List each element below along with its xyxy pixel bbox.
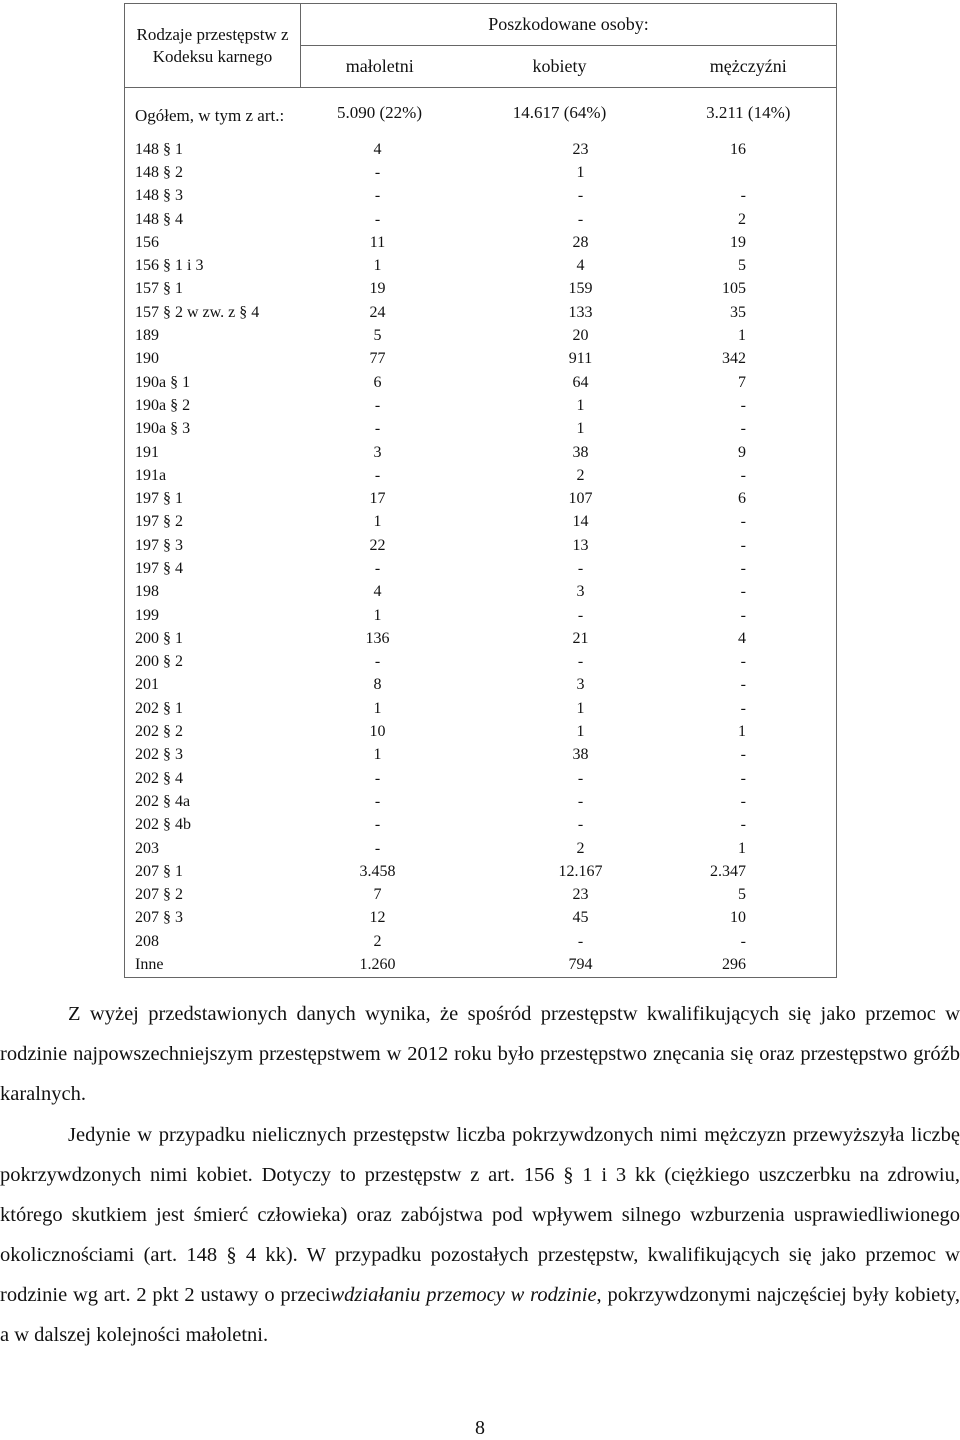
row-women: - <box>577 816 584 834</box>
row-men <box>661 161 837 184</box>
table-row <box>125 953 837 977</box>
table-row <box>125 487 837 510</box>
row-men: 5 <box>661 254 837 277</box>
table-row <box>125 814 837 837</box>
row-minors: 1 <box>373 606 382 624</box>
analysis-text-end: , pokrzywdzonymi najczęściej były kobiety, a w dalszej kolejności małoletni. <box>0 1284 960 1346</box>
row-men: 1 <box>661 837 837 860</box>
row-women: - <box>577 559 584 577</box>
victims-by-crime-table <box>124 3 837 978</box>
row-men: - <box>661 464 837 487</box>
row-minors: - <box>374 420 381 438</box>
table-row <box>125 837 837 860</box>
row-men: 5 <box>661 884 837 907</box>
row-article: 148 § 1 <box>125 138 301 161</box>
row-women: 12.167 <box>558 862 603 880</box>
row-men: 7 <box>661 371 837 394</box>
row-minors: 11 <box>369 233 386 251</box>
table-row <box>125 324 837 347</box>
row-men: - <box>661 651 837 674</box>
row-article: 148 § 4 <box>125 208 301 231</box>
row-women: 1 <box>576 163 585 181</box>
row-men: 35 <box>661 301 837 324</box>
row-minors: 24 <box>369 303 386 321</box>
row-women: 21 <box>572 629 589 647</box>
table-row <box>125 790 837 813</box>
row-minors: 1 <box>373 699 382 717</box>
row-women: 3 <box>576 676 585 694</box>
row-women: 1 <box>576 723 585 741</box>
row-minors: 1.260 <box>301 953 459 977</box>
row-women: - <box>577 769 584 787</box>
row-women: 159 <box>568 280 593 298</box>
row-women: - <box>577 606 584 624</box>
row-men: - <box>661 557 837 580</box>
row-article: 198 <box>125 581 301 604</box>
row-article: 202 § 4b <box>125 814 301 837</box>
row-minors: - <box>374 466 381 484</box>
table-row <box>125 208 837 231</box>
row-minors: 3 <box>373 443 382 461</box>
analysis-paragraph <box>0 1115 960 1355</box>
row-men: - <box>661 511 837 534</box>
row-minors: 2 <box>373 932 382 950</box>
row-men: - <box>661 394 837 417</box>
row-article: 190a § 1 <box>125 371 301 394</box>
table-row <box>125 278 837 301</box>
row-article: 202 § 4a <box>125 790 301 813</box>
row-men: 2 <box>661 208 837 231</box>
row-women: 2 <box>576 839 585 857</box>
table-row <box>125 185 837 208</box>
row-article: 190 <box>125 348 301 371</box>
table-row <box>125 720 837 743</box>
row-women: 794 <box>459 953 661 977</box>
row-article: 190a § 2 <box>125 394 301 417</box>
row-minors: - <box>374 396 381 414</box>
row-men: 9 <box>661 441 837 464</box>
table-row <box>125 348 837 371</box>
row-article: 190a § 3 <box>125 418 301 441</box>
row-article: 203 <box>125 837 301 860</box>
row-minors: - <box>374 769 381 787</box>
row-minors: 1 <box>373 257 382 275</box>
row-minors: 10 <box>369 723 386 741</box>
row-minors: - <box>374 816 381 834</box>
table-row <box>125 394 837 417</box>
act-title-italic: wdziałaniu przemocy w rodzinie <box>330 1284 597 1306</box>
row-article: 202 § 4 <box>125 767 301 790</box>
row-minors: 3.458 <box>359 862 396 880</box>
row-women: - <box>577 210 584 228</box>
row-article: 157 § 2 w zw. z § 4 <box>125 301 301 324</box>
row-article: 157 § 1 <box>125 278 301 301</box>
row-women: 45 <box>572 909 589 927</box>
row-men: 19 <box>661 231 837 254</box>
row-minors: 4 <box>373 583 382 601</box>
row-article: 197 § 3 <box>125 534 301 557</box>
row-women: 64 <box>572 373 589 391</box>
row-women: - <box>577 653 584 671</box>
men-column-header: mężczyźni <box>661 46 837 88</box>
row-men: - <box>661 697 837 720</box>
row-article: 200 § 2 <box>125 651 301 674</box>
table-row <box>125 767 837 790</box>
row-men: - <box>661 418 837 441</box>
row-men: - <box>661 744 837 767</box>
total-women: 14.617 (64%) <box>512 103 607 122</box>
row-article: 207 § 1 <box>125 860 301 883</box>
summary-paragraph: Z wyżej przedstawionych danych wynika, że spośród przestępstw kwalifikujących się jako przemoc w rodzinie najpowszechniejszym przestępstwem w 2012 roku było przestępstwo znęcania się oraz przestępstwo gróźb karalnych. <box>0 1003 960 1105</box>
row-men: - <box>661 930 837 953</box>
row-minors: 19 <box>369 280 386 298</box>
row-men: 1 <box>661 720 837 743</box>
table-row <box>125 744 837 767</box>
row-article: 201 <box>125 674 301 697</box>
row-men: 342 <box>661 348 837 371</box>
row-women: - <box>577 932 584 950</box>
table-row <box>125 301 837 324</box>
row-women: 28 <box>572 233 589 251</box>
row-women: - <box>577 792 584 810</box>
row-minors: 7 <box>373 886 382 904</box>
total-men: 3.211 (14%) <box>661 88 837 139</box>
row-minors: - <box>374 792 381 810</box>
row-minors: - <box>374 559 381 577</box>
row-article: 191 <box>125 441 301 464</box>
row-men: - <box>661 604 837 627</box>
analysis-text-start: Jedynie w przypadku nielicznych przestępstw liczba pokrzywdzonych nimi mężczyzn przewyższyła liczbę pokrzywdzonych nimi kobiet. Dotyczy to przestępstw z art. 156 § 1 i 3 kk (ciężkiego uszczerbku na zdrowiu, którego skutkiem jest śmierć człowieka) oraz zabójstwa pod wpływem silnego wzburzenia usprawiedliwionego okolicznościami (art. 148 § 4 kk). W przypadku pozostałych przestępstw, kwalifikujących się jako przemoc w rodzinie wg art. 2 pkt 2 ustawy o przeci <box>0 1124 960 1306</box>
row-article: 189 <box>125 324 301 347</box>
row-women: 13 <box>572 536 589 554</box>
women-column-header: kobiety <box>459 46 661 88</box>
row-men: 1 <box>661 324 837 347</box>
row-women: 1 <box>576 396 585 414</box>
table-row <box>125 674 837 697</box>
table-row <box>125 860 837 883</box>
victims-header: Poszkodowane osoby: <box>301 4 837 46</box>
row-women: 38 <box>572 746 589 764</box>
table-row <box>125 464 837 487</box>
table-row <box>125 930 837 953</box>
table-row <box>125 697 837 720</box>
row-article: 202 § 1 <box>125 697 301 720</box>
row-article: 191a <box>125 464 301 487</box>
row-article: 197 § 2 <box>125 511 301 534</box>
table-row <box>125 604 837 627</box>
row-men: - <box>661 767 837 790</box>
row-men: 4 <box>661 627 837 650</box>
page-number: 8 <box>475 1417 485 1439</box>
row-article: 197 § 4 <box>125 557 301 580</box>
row-men: 10 <box>661 907 837 930</box>
table-row <box>125 884 837 907</box>
row-women: 14 <box>572 513 589 531</box>
table-row <box>125 231 837 254</box>
row-women: 23 <box>572 140 589 158</box>
table-row <box>125 511 837 534</box>
table-row <box>125 371 837 394</box>
row-article: 207 § 3 <box>125 907 301 930</box>
row-men: - <box>661 581 837 604</box>
row-article: 200 § 1 <box>125 627 301 650</box>
row-men: 16 <box>661 138 837 161</box>
table-row <box>125 627 837 650</box>
table-row <box>125 581 837 604</box>
row-men: - <box>661 185 837 208</box>
row-women: 133 <box>568 303 593 321</box>
row-men: 2.347 <box>661 860 837 883</box>
row-minors: 5 <box>373 327 382 345</box>
minors-column-header: małoletni <box>301 46 459 88</box>
table-row <box>125 138 837 161</box>
table-row <box>125 557 837 580</box>
row-article: 156 § 1 i 3 <box>125 254 301 277</box>
row-women: 3 <box>576 583 585 601</box>
table-row <box>125 418 837 441</box>
row-women: - <box>577 187 584 205</box>
row-minors: - <box>374 210 381 228</box>
row-minors: - <box>374 187 381 205</box>
row-minors: 22 <box>369 536 386 554</box>
row-minors: 4 <box>373 140 382 158</box>
total-label: Ogółem, w tym z art.: <box>125 88 301 139</box>
row-women: 4 <box>576 257 585 275</box>
row-minors: - <box>374 839 381 857</box>
row-women: 911 <box>568 350 593 368</box>
row-minors: - <box>374 163 381 181</box>
row-article: 197 § 1 <box>125 487 301 510</box>
table-row <box>125 907 837 930</box>
row-men: - <box>661 790 837 813</box>
table-row <box>125 441 837 464</box>
row-women: 1 <box>576 420 585 438</box>
table-row <box>125 254 837 277</box>
row-minors: 1 <box>373 513 382 531</box>
row-men: - <box>661 814 837 837</box>
table-row <box>125 161 837 184</box>
row-minors: 17 <box>369 490 386 508</box>
row-men: - <box>661 534 837 557</box>
row-women: 107 <box>568 490 593 508</box>
row-article: Inne <box>125 953 301 977</box>
row-article: 148 § 2 <box>125 161 301 184</box>
row-women: 23 <box>572 886 589 904</box>
row-article: 207 § 2 <box>125 884 301 907</box>
row-minors: 6 <box>373 373 382 391</box>
row-article: 208 <box>125 930 301 953</box>
row-men: 105 <box>661 278 837 301</box>
row-minors: 8 <box>373 676 382 694</box>
row-women: 2 <box>576 466 585 484</box>
row-men: 296 <box>661 953 837 977</box>
row-minors: - <box>374 653 381 671</box>
row-minors: 1 <box>373 746 382 764</box>
row-men: 6 <box>661 487 837 510</box>
crime-type-header: Rodzaje przestępstw z Kodeksu karnego <box>125 4 301 88</box>
row-article: 156 <box>125 231 301 254</box>
row-minors: 77 <box>369 350 386 368</box>
row-article: 202 § 2 <box>125 720 301 743</box>
table-row <box>125 651 837 674</box>
row-article: 202 § 3 <box>125 744 301 767</box>
row-minors: 136 <box>365 629 390 647</box>
row-article: 199 <box>125 604 301 627</box>
row-minors: 12 <box>369 909 386 927</box>
total-row <box>125 88 837 139</box>
row-women: 38 <box>572 443 589 461</box>
table-row <box>125 534 837 557</box>
row-article: 148 § 3 <box>125 185 301 208</box>
row-women: 1 <box>576 699 585 717</box>
row-women: 20 <box>572 327 589 345</box>
row-men: - <box>661 674 837 697</box>
total-minors: 5.090 (22%) <box>337 103 422 122</box>
